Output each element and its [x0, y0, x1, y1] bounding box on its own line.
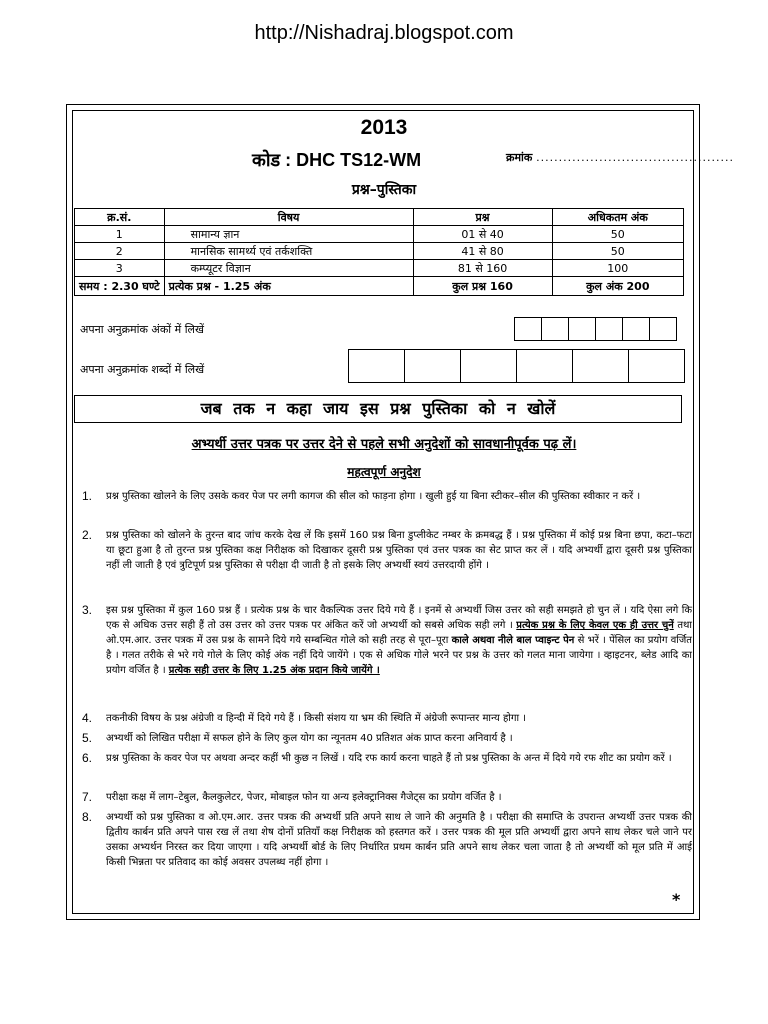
- instruction-item: [82, 489, 692, 504]
- instruction-item: [82, 528, 692, 573]
- table-cell: 41 से 80: [413, 243, 552, 260]
- digit-box[interactable]: [569, 318, 596, 340]
- instruction-number: 4.: [82, 711, 93, 725]
- instruction-emphasis: काले अथवा नीले बाल प्वाइन्ट पेन: [451, 635, 575, 646]
- serial-label: क्रमांक: [506, 151, 533, 164]
- instruction-text-part: तथा ओ.एम.आर. उत्तर पत्रक में उस प्रश्न के सामने दिये गये सम्बन्धित गोले को सही तरह से पूरा–पूरा: [106, 620, 692, 646]
- col-header: प्रश्न: [413, 209, 552, 226]
- table-cell: 1: [75, 226, 165, 243]
- header-url: http://Nishadraj.blogspot.com: [254, 22, 514, 44]
- exam-code: कोड : DHC TS12-WM: [252, 150, 422, 170]
- instruction-text: प्रश्न पुस्तिका खोलने के लिए उसके कवर पेज पर लगी कागज की सील को फाड़ना होगा । खुली हुई या बिना स्टीकर–सील की पुस्तिका स्वीकार न करें ।: [106, 491, 641, 502]
- word-box[interactable]: [461, 350, 517, 382]
- instruction-number: 2.: [82, 528, 93, 542]
- do-not-open-warning: जब तक न कहा जाय इस प्रश्न पुस्तिका को न खोलें: [74, 395, 682, 423]
- exam-year: 2013: [360, 116, 408, 139]
- instruction-text-part: इस प्रश्न पुस्तिका में कुल 160 प्रश्न हैं । प्रत्येक प्रश्न के चार वैकल्पिक उत्तर दिये गये हैं । इनमें से अभ्यर्थी जिस उत्तर को सही समझते हो चुन लें । यदि ऐसा लगे कि एक से अधिक उत्तर सही हैं तो उस उत्तर को उत्तर पत्रक पर अंकित करें जो अभ्यर्थी को सबसे अधिक सही लगे ।: [106, 605, 692, 631]
- instructions-title: महत्वपूर्ण अनुदेश: [347, 465, 421, 479]
- instruction-text: अभ्यर्थी को प्रश्न पुस्तिका व ओ.एम.आर. उत्तर पत्रक की अभ्यर्थी प्रति अपने साथ ले जाने की अनुमति है । परीक्षा की समाप्ति के उपरान्त अभ्यर्थी उत्तर पत्रक की द्वितीय कार्बन प्रति अपने पास रख लें तथा शेष दोनों प्रतियाँ कक्ष निरीक्षक को हस्तगत करें । उत्तर पत्रक की मूल प्रति अभ्यर्थी द्वारा अपने साथ लेकर चले जाने पर उसका अभ्यर्थन निरस्त कर दिया जाएगा । यदि अभ्यर्थी बोर्ड के लिए निर्धारित प्रथम कार्बन प्रति अपने साथ लेकर चला जाता है तो अभ्यर्थी को मूल प्रति में आई किसी भिन्नता पर प्रतिवाद का कोई अवसर उपलब्ध नहीं होगा ।: [106, 812, 692, 868]
- word-box[interactable]: [573, 350, 629, 382]
- table-cell: 81 से 160: [413, 260, 552, 277]
- col-header: क्र.सं.: [75, 209, 165, 226]
- table-cell: मानसिक सामर्थ्य एवं तर्कशक्ति: [164, 243, 413, 260]
- instruction-item: [82, 790, 692, 805]
- digit-box[interactable]: [542, 318, 569, 340]
- table-cell: 2: [75, 243, 165, 260]
- table-cell: कम्प्यूटर विज्ञान: [164, 260, 413, 277]
- table-footer-row: [75, 277, 684, 296]
- instruction-number: 1.: [82, 489, 93, 503]
- total-questions-cell: कुल प्रश्न 160: [413, 277, 552, 296]
- table-cell: 50: [552, 226, 683, 243]
- read-instructions-note: अभ्यर्थी उत्तर पत्रक पर उत्तर देने से पहले सभी अनुदेशों को सावधानीपूर्वक पढ़ लें।: [191, 437, 577, 452]
- instruction-number: 7.: [82, 790, 93, 804]
- instruction-text: तकनीकी विषय के प्रश्न अंग्रेजी व हिन्दी में दिये गये हैं । किसी संशय या भ्रम की स्थिति में अंग्रेजी रूपान्तर मान्य होगा ।: [106, 713, 527, 724]
- total-marks-cell: कुल अंक 200: [552, 277, 683, 296]
- instruction-item: [82, 731, 692, 746]
- serial-number-field: [506, 150, 734, 165]
- word-box[interactable]: [517, 350, 573, 382]
- serial-blank: ............................................: [536, 151, 735, 164]
- instruction-number: 8.: [82, 810, 93, 824]
- instruction-text-part: से भरें । पेंसिल का प्रयोग वर्जित है । गलत तरीके से भरे गये गोले के लिए कोई अंक नहीं दिये जायेंगे । एक से अधिक गोले भरने पर प्रश्न के उत्तर को गलत माना जायेगा । व्हाइटनर, ब्लेड आदि का प्रयोग वर्जित है ।: [106, 635, 692, 676]
- table-cell: 3: [75, 260, 165, 277]
- instruction-number: 5.: [82, 731, 93, 745]
- roll-digits-boxes[interactable]: [514, 317, 677, 341]
- instruction-text: प्रश्न पुस्तिका को खोलने के तुरन्त बाद जांच करके देख लें कि इसमें 160 प्रश्न बिना डुप्लीकेट नम्बर के क्रमबद्ध हैं । प्रश्न पुस्तिका में कोई प्रश्न बिना छपा, कटा–फटा या छूटा हुआ है तो तुरन्त प्रश्न पुस्तिका कक्ष निरीक्षक को दिखाकर दूसरी प्रश्न पुस्तिका एवं उत्तर पत्रक का सेट प्राप्त कर लें । यदि अभ्यर्थी द्वारा दूसरी प्रश्न पुस्तिका नहीं ली जाती है एवं त्रुटिपूर्ण प्रश्न पुस्तिका से परीक्षा दी जाती है तो इसके लिए अभ्यर्थी स्वयं उत्तरदायी होंगे ।: [106, 530, 692, 571]
- digit-box[interactable]: [515, 318, 542, 340]
- table-cell: 01 से 40: [413, 226, 552, 243]
- booklet-subtitle: प्रश्न–पुस्तिका: [351, 182, 417, 198]
- marks-per-question-cell: प्रत्येक प्रश्न - 1.25 अंक: [164, 277, 413, 296]
- instruction-number: 6.: [82, 751, 93, 765]
- roll-words-boxes[interactable]: [348, 349, 685, 383]
- table-cell: 50: [552, 243, 683, 260]
- table-row: [75, 243, 684, 260]
- instruction-emphasis: प्रत्येक सही उत्तर के लिए 1.25 अंक प्रदान किये जायेंगे ।: [168, 665, 380, 676]
- word-box[interactable]: [629, 350, 684, 382]
- digit-box[interactable]: [596, 318, 623, 340]
- roll-words-label: अपना अनुक्रमांक शब्दों में लिखें: [80, 363, 205, 376]
- digit-box[interactable]: [650, 318, 676, 340]
- instruction-item: [82, 810, 692, 870]
- subject-table: [74, 208, 684, 296]
- word-box[interactable]: [405, 350, 461, 382]
- table-cell: 100: [552, 260, 683, 277]
- instruction-text: परीक्षा कक्ष में लाग–टेबुल, कैलकुलेटर, पेजर, मोबाइल फोन या अन्य इलेक्ट्रानिक्स गैजेट्स का प्रयोग वर्जित है ।: [106, 792, 502, 803]
- digit-box[interactable]: [623, 318, 650, 340]
- table-row: [75, 260, 684, 277]
- word-box[interactable]: [349, 350, 405, 382]
- instruction-number: 3.: [82, 603, 93, 617]
- instruction-item: [82, 751, 692, 766]
- instruction-item: [82, 711, 692, 726]
- instruction-text: अभ्यर्थी को लिखित परीक्षा में सफल होने के लिए कुल योग का न्यूनतम 40 प्रतिशत अंक प्राप्त करना अनिवार्य है ।: [106, 733, 513, 744]
- instruction-text: प्रश्न पुस्तिका के कवर पेज पर अथवा अन्दर कहीं भी कुछ न लिखें । यदि रफ कार्य करना चाहते हैं तो प्रश्न पुस्तिका के अन्त में दिये गये रफ शीट का प्रयोग करें ।: [106, 753, 672, 764]
- table-header-row: [75, 209, 684, 226]
- footer-asterisk: *: [672, 890, 681, 909]
- col-header: विषय: [164, 209, 413, 226]
- instruction-item: [82, 603, 692, 678]
- col-header: अधिकतम अंक: [552, 209, 683, 226]
- instruction-emphasis: प्रत्येक प्रश्न के लिए केवल एक ही उत्तर चुनें: [516, 620, 674, 631]
- table-cell: सामान्य ज्ञान: [164, 226, 413, 243]
- time-cell: समय : 2.30 घण्टे: [75, 277, 165, 296]
- instruction-text: [106, 603, 692, 678]
- table-row: [75, 226, 684, 243]
- roll-digits-label: अपना अनुक्रमांक अंकों में लिखें: [80, 323, 205, 336]
